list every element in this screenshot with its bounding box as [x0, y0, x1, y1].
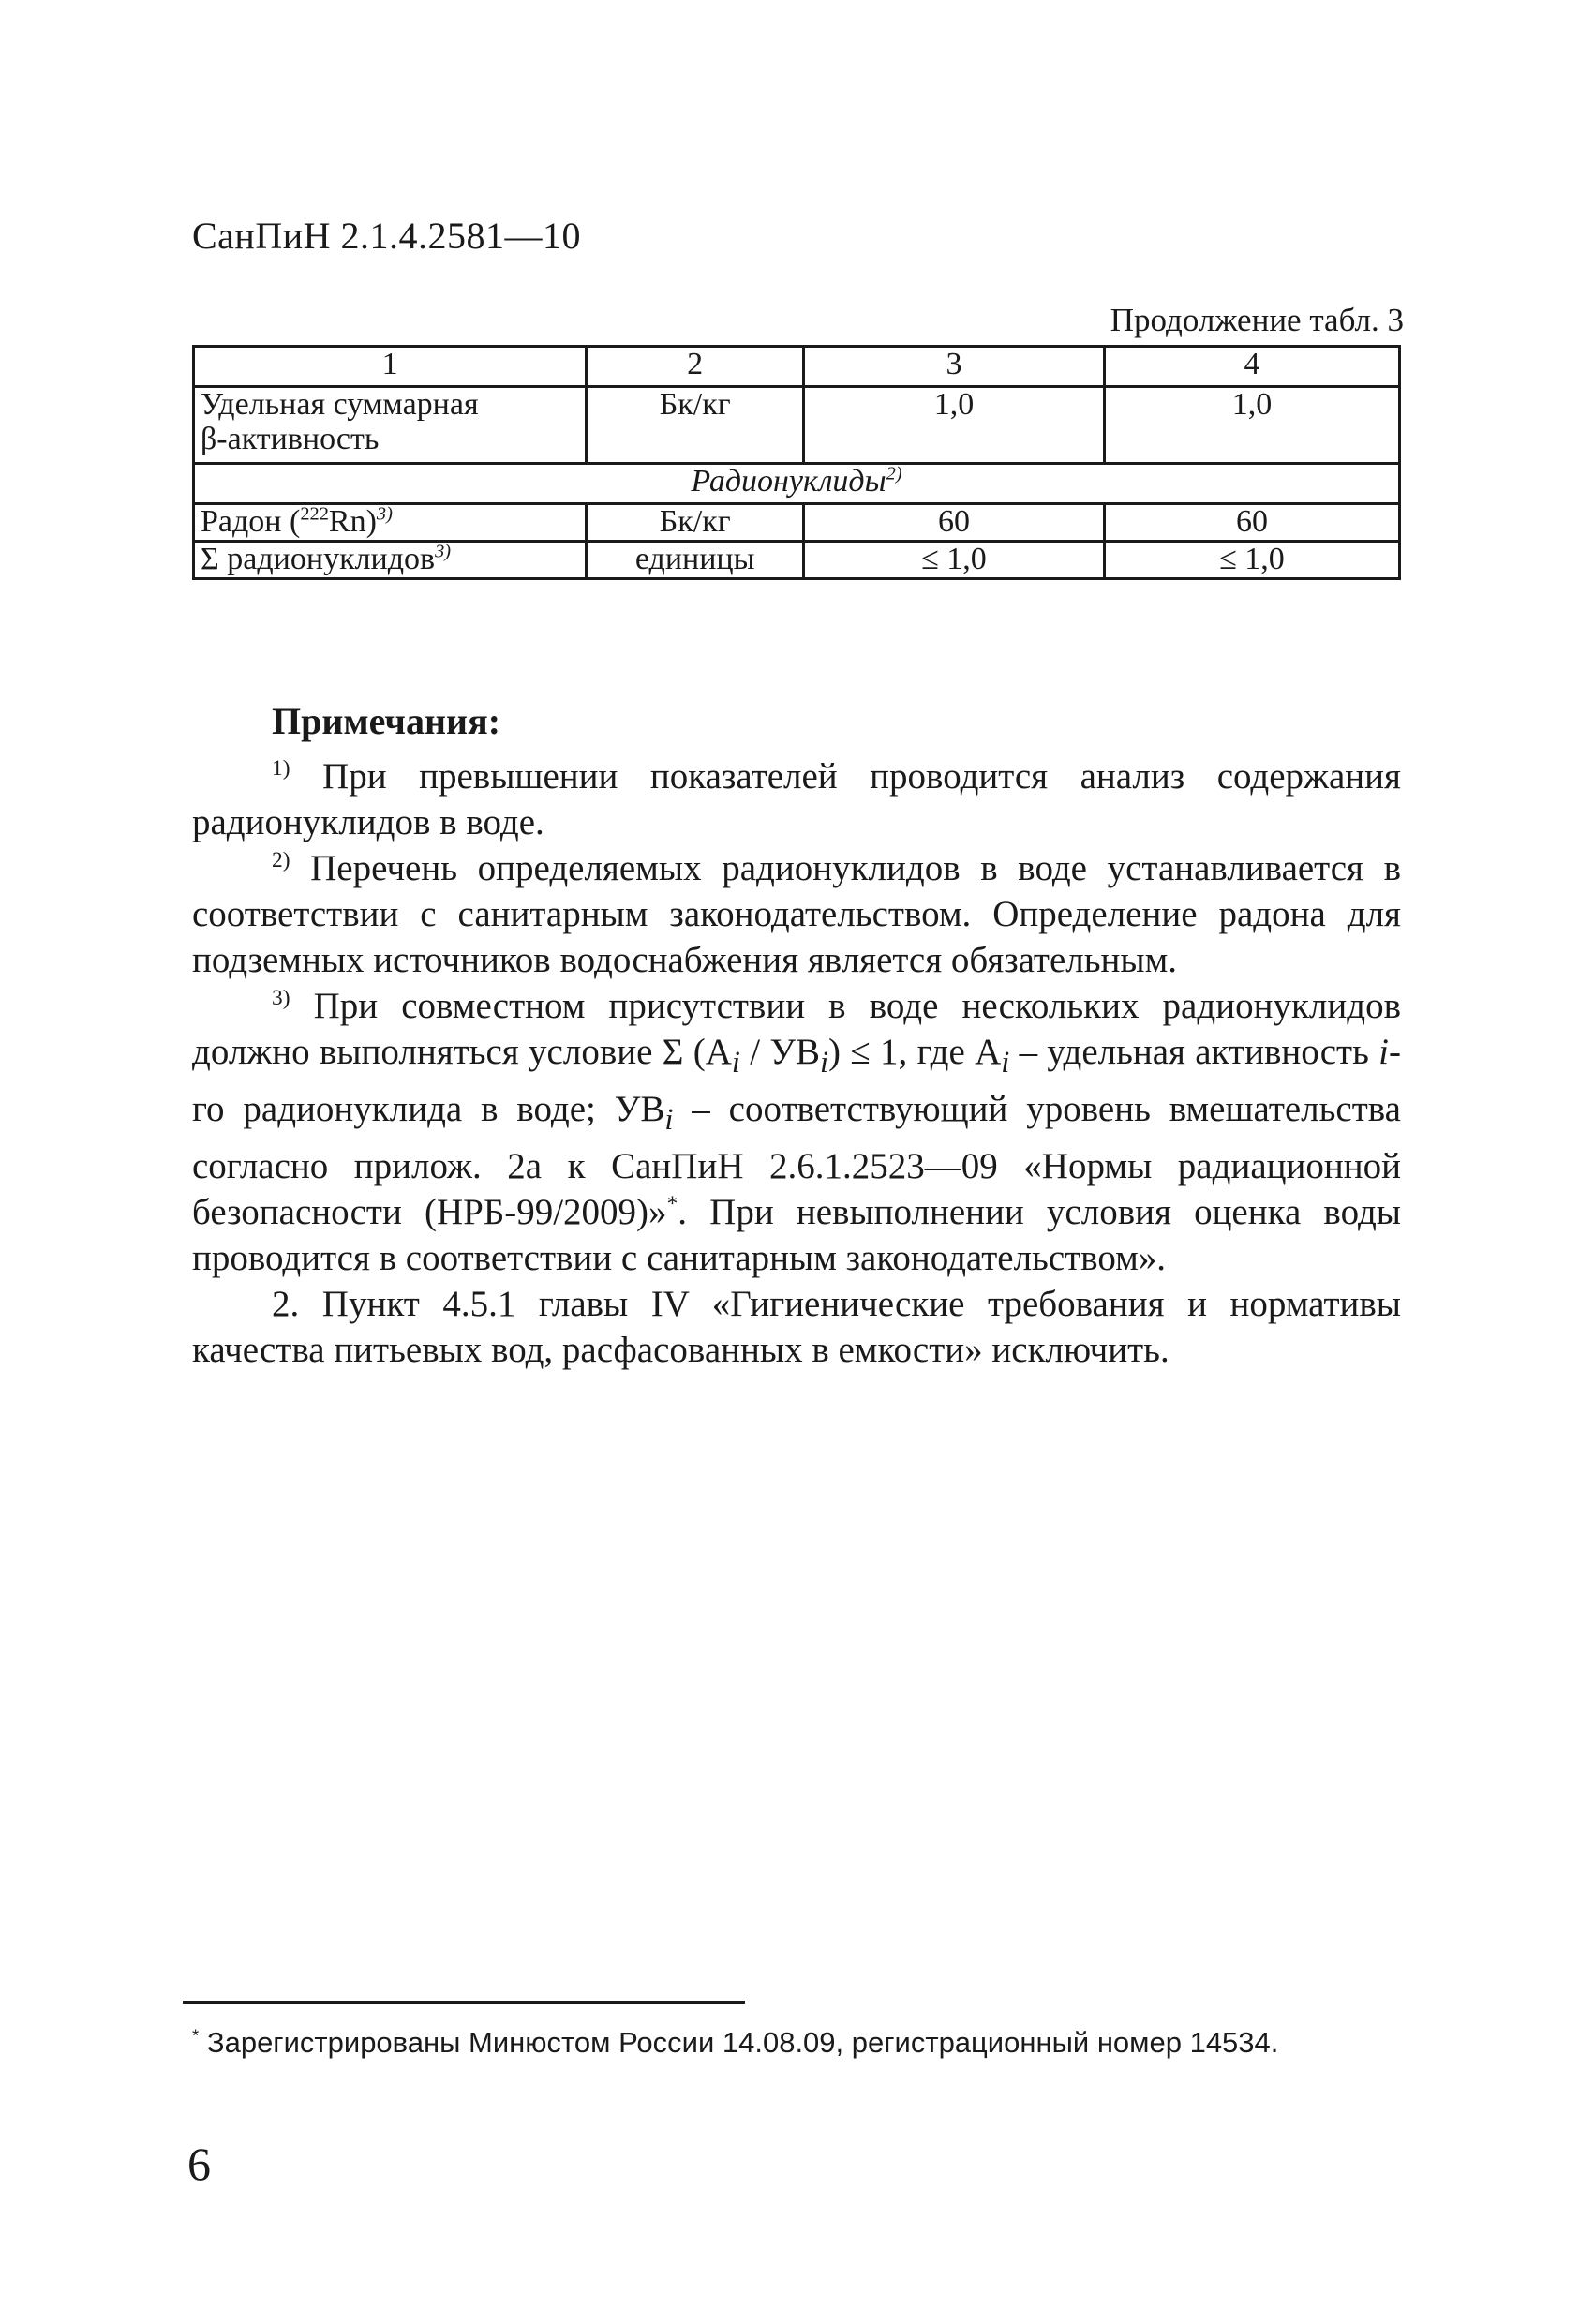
- column-number: 2: [587, 347, 804, 387]
- column-number: 4: [1104, 347, 1399, 387]
- note-text: / УВ: [739, 1032, 820, 1072]
- unit-cell: единицы: [587, 542, 804, 579]
- notes-title: Примечания:: [272, 700, 501, 742]
- isotope-mass: 222: [300, 503, 329, 525]
- norms-table: [192, 345, 1401, 580]
- indicator-name-line: Удельная суммарная: [201, 387, 479, 422]
- sum-label: Σ радионуклидов: [201, 542, 436, 576]
- note-2: [192, 845, 1401, 983]
- note-text: -го радионуклида в воде; УВ: [192, 1032, 1402, 1129]
- note-text: Перечень определяемых радионуклидов в воде устанавливается в соответствии с санитарным законодательством. Определение радона для подземных источников водоснабжения является обязательным.: [192, 848, 1401, 980]
- value-cell: 60: [804, 504, 1105, 542]
- section-title-text: Радионуклиды: [691, 464, 886, 499]
- footnote-marker: *: [192, 2025, 200, 2046]
- footnote-text: Зарегистрированы Минюстом России 14.08.09, регистрационный номер 14534.: [199, 2026, 1279, 2059]
- notes-section: [192, 698, 1401, 1373]
- value-cell: 1,0: [1104, 387, 1399, 464]
- index-subscript: i: [664, 1102, 674, 1137]
- page-number: 6: [187, 2138, 211, 2190]
- indicator-name-cell: [194, 504, 587, 542]
- footnote-divider: [183, 2001, 745, 2004]
- section-header-row: [194, 464, 1400, 504]
- unit-cell: Бк/кг: [587, 504, 804, 542]
- radon-label: Радон (: [201, 504, 301, 539]
- value-cell: ≤ 1,0: [1104, 542, 1399, 579]
- column-number: 3: [804, 347, 1105, 387]
- indicator-name-cell: [194, 542, 587, 579]
- footnote-ref: 3): [435, 541, 452, 562]
- table-row: [194, 542, 1400, 579]
- radon-symbol: Rn): [328, 504, 377, 539]
- note-3: [192, 983, 1401, 1281]
- note-text: При превышении показателей проводится анализ содержания радионуклидов в воде.: [192, 756, 1401, 842]
- table-header-row: [194, 347, 1400, 387]
- item-2: 2. Пункт 4.5.1 главы IV «Гигиенические требования и нормативы качества питьевых вод, расфасованных в емкости» исключить.: [192, 1283, 1401, 1370]
- value-cell: ≤ 1,0: [804, 542, 1105, 579]
- index-subscript: i: [820, 1045, 829, 1080]
- column-number: 1: [194, 347, 587, 387]
- table-row: [194, 387, 1400, 464]
- footnote-ref: *: [666, 1191, 678, 1216]
- footnote-ref: 3): [376, 503, 393, 525]
- footnote-ref: 2): [886, 463, 902, 484]
- note-1: [192, 753, 1401, 845]
- document-code: СанПиН 2.1.4.2581—10: [192, 215, 582, 257]
- index-subscript: i: [1001, 1045, 1010, 1080]
- value-cell: 1,0: [804, 387, 1105, 464]
- value-cell: 60: [1104, 504, 1399, 542]
- indicator-name-line: β-активность: [201, 421, 380, 456]
- index-italic: i: [1378, 1032, 1390, 1072]
- indicator-name-cell: [194, 387, 587, 464]
- footnote-marker: 2): [272, 848, 290, 872]
- footnote-marker: 3): [272, 986, 290, 1010]
- note-text: ) ≤ 1, где A: [828, 1032, 1002, 1072]
- footnote-marker: 1): [272, 756, 290, 781]
- note-text: . При невыполнении условия оценка воды проводится в соответствии с санитарным законодательством».: [192, 1191, 1402, 1278]
- section-title: [194, 464, 1400, 504]
- table-row: [194, 504, 1400, 542]
- note-text: – удельная активность: [1009, 1032, 1379, 1072]
- table-caption: Продолжение табл. 3: [1110, 302, 1404, 338]
- unit-cell: Бк/кг: [587, 387, 804, 464]
- note-text: – соответствующий уровень вмешательства согласно прилож. 2а к СанПиН 2.6.1.2523—09 «Нормы радиационной безопасности (НРБ-99/2009)»: [192, 1088, 1401, 1232]
- note-text: При совместном присутствии в воде нескольких радионуклидов должно выполняться условие Σ (A: [192, 986, 1401, 1072]
- index-subscript: i: [731, 1045, 740, 1080]
- footnote: [192, 2026, 1278, 2060]
